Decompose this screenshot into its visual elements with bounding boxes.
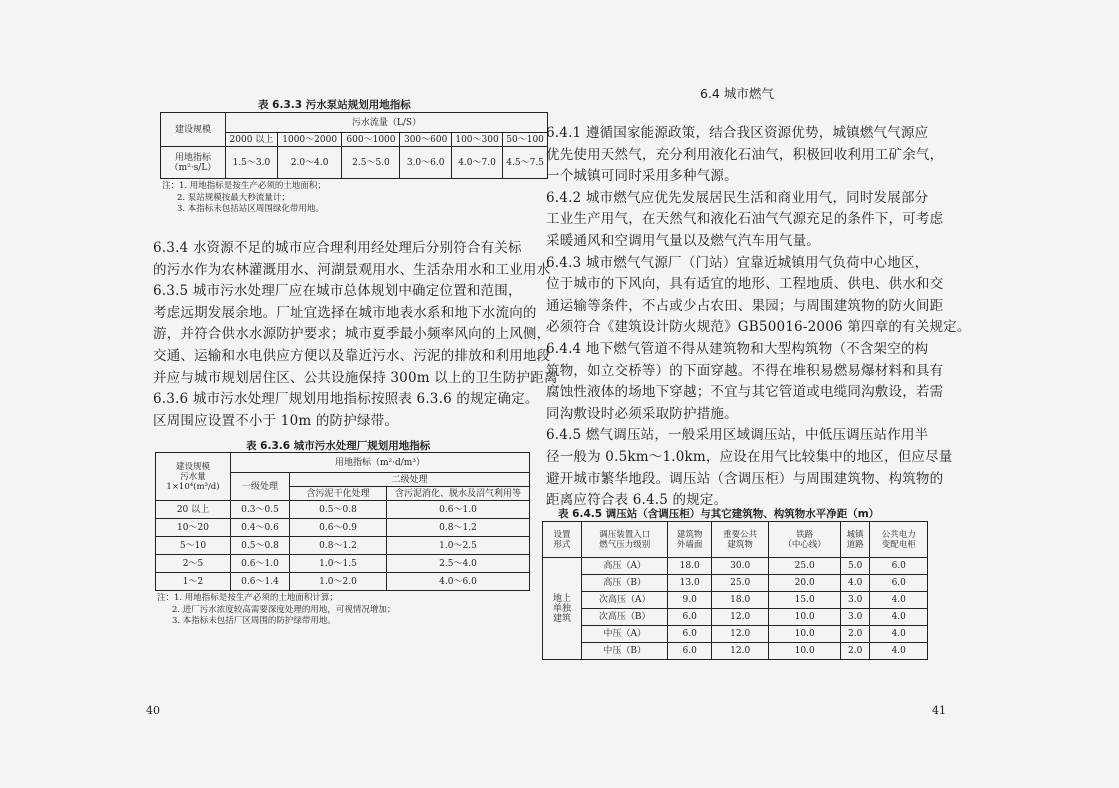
table-cell: 6.0 [870, 558, 928, 575]
page-number-right: 41 [932, 704, 946, 717]
table-cell: 0.6～0.9 [290, 519, 387, 537]
table-header-cell: 公共电力 变配电柜 [870, 522, 928, 558]
table-cell: 0.5～0.8 [290, 501, 387, 519]
table-note: 3. 本指标未包括厂区周围的防护绿带用地。 [172, 616, 336, 626]
table-cell: 4.0～7.0 [451, 147, 502, 179]
table-6-3-6-caption: 表 6.3.6 城市污水处理厂规划用地指标 [246, 440, 431, 452]
table-row [543, 558, 928, 575]
table-header-cell: 设置 形式 [543, 522, 582, 558]
table-cell: 4.0 [840, 575, 870, 592]
text-line: 交通、运输和水电供应方便以及靠近污水、污泥的排放和利用地段 [153, 347, 551, 364]
text-line: 同沟敷设时必须采取防护措施。 [546, 405, 738, 422]
table-6-4-5-caption: 表 6.4.5 调压站（含调压柜）与其它建筑物、构筑物水平净距（m） [558, 508, 880, 520]
table-6-3-3 [160, 112, 548, 179]
table-6-3-3-caption: 表 6.3.3 污水泵站规划用地指标 [258, 99, 411, 111]
text-line: 采暖通风和空调用气量以及燃气汽车用气量。 [546, 232, 820, 249]
table-row [543, 592, 928, 609]
table-cell: 9.0 [668, 592, 712, 609]
text-line: 6.4.5 燃气调压站，一般采用区域调压站，中低压调压站作用半 [546, 427, 929, 444]
text-line: 游，并符合供水水源防护要求；城市夏季最小频率风向的上风侧， [153, 326, 551, 343]
table-cell: 0.6～1.0 [231, 555, 290, 573]
text-line: 6.4.2 城市燃气应优先发展居民生活和商业用气，同时发展部分 [546, 189, 929, 206]
table-cell: 0.4～0.6 [231, 519, 290, 537]
table-cell: 13.0 [668, 575, 712, 592]
table-cell: 20 以上 [156, 501, 231, 519]
table-cell: 中压（B） [582, 643, 668, 660]
table-6-3-6-level1: 一级处理 [231, 473, 290, 501]
table-header-cell: 城镇 道路 [840, 522, 870, 558]
table-note: 注：1. 用地指标是按生产必须的土地面积； [162, 181, 326, 191]
table-6-3-6-scale-label: 建设规模 污水量 1×10⁴(m³/d) [156, 453, 231, 501]
table-note: 注：1. 用地指标是按生产必须的土地面积计算； [157, 593, 338, 603]
text-line: 距离应符合表 6.4.5 的规定。 [546, 492, 728, 509]
table-6-3-3-notes [162, 181, 326, 216]
table-cell: 0.8～1.2 [387, 519, 530, 537]
table-row [543, 643, 928, 660]
table-row [156, 519, 530, 537]
table-cell: 10.0 [769, 626, 840, 643]
table-cell: 4.0 [870, 643, 928, 660]
table-row [156, 537, 530, 555]
table-header-cell: 铁路 （中心线） [769, 522, 840, 558]
table-6-4-5 [542, 521, 928, 660]
table-cell: 5.0 [840, 558, 870, 575]
table-cell: 3.0 [840, 609, 870, 626]
text-line: 6.3.4 水资源不足的城市应合理利用经处理后分别符合有关标 [153, 240, 522, 256]
table-6-3-6 [155, 452, 530, 591]
table-cell: 20.0 [769, 575, 840, 592]
table-cell: 6.0 [870, 575, 928, 592]
text-line: 筑物，如立交桥等）的下面穿越。不得在堆积易燃易爆材料和具有 [546, 362, 944, 379]
table-cell: 4.0 [870, 592, 928, 609]
text-line: 考虑远期发展余地。厂址宜选择在城市地表水系和地下水流向的 [153, 304, 537, 321]
table-cell: 15.0 [769, 592, 840, 609]
text-line: 工业生产用气，在天然气和液化石油气气源充足的条件下，可考虑 [546, 211, 944, 228]
table-cell: 10～20 [156, 519, 231, 537]
table-header-cell: 调压装置入口 燃气压力级别 [582, 522, 668, 558]
text-line: 位于城市的下风向，具有适宜的地形、工程地质、供电、供水和交 [546, 276, 944, 293]
table-cell: 1.0～2.5 [387, 537, 530, 555]
table-row [543, 626, 928, 643]
table-note: 2. 泵站规模按最大秒流量计； [177, 192, 290, 203]
table-cell: 12.0 [711, 609, 768, 626]
left-body-text [153, 238, 558, 432]
table-cell: 2.5～5.0 [342, 147, 400, 179]
text-line: 的污水作为农林灌溉用水、河湖景观用水、生活杂用水和工业用水 [153, 261, 551, 278]
table-setting-form-cell: 地上 单独 建筑 [543, 558, 582, 660]
text-line: 优先使用天然气，充分利用液化石油气，积极回收利用工矿余气， [546, 146, 944, 163]
text-line: 6.4.3 城市燃气气源厂（门站）宜靠近城镇用气负荷中心地区， [546, 254, 929, 271]
table-cell: 高压（A） [582, 558, 668, 575]
text-line: 避开城市繁华地段。调压站（含调压柜）与周围建筑物、构筑物的 [546, 470, 944, 487]
table-cell: 30.0 [711, 558, 768, 575]
table-6-3-6-level2: 二级处理 [290, 473, 530, 487]
table-6-3-3-index-label: 用地指标 （m²·s/L） [161, 147, 226, 179]
table-cell: 6.0 [668, 626, 712, 643]
table-header-cell: 600～1000 [342, 133, 400, 147]
table-header-cell: 50～100 [503, 133, 548, 147]
text-line: 6.4.1 遵循国家能源政策，结合我区资源优势，城镇燃气气源应 [546, 125, 929, 141]
table-cell: 25.0 [711, 575, 768, 592]
section-heading: 6.4 城市燃气 [700, 86, 774, 101]
table-cell: 3.0～6.0 [400, 147, 451, 179]
table-6-3-6-col2a: 含污泥干化处理 [290, 487, 387, 501]
table-cell: 4.0 [870, 609, 928, 626]
table-cell: 0.6～1.4 [231, 573, 290, 591]
table-header-cell: 2000 以上 [226, 133, 278, 147]
text-line: 并应与城市规划居住区、公共设施保持 300m 以上的卫生防护距离 [153, 369, 558, 386]
table-6-3-6-col2b: 含污泥消化、脱水及沼气利用等 [387, 487, 530, 501]
table-cell: 12.0 [711, 643, 768, 660]
table-cell: 0.6～1.0 [387, 501, 530, 519]
text-line: 必须符合《建筑设计防火规范》GB50016-2006 第四章的有关规定。 [546, 319, 971, 336]
table-cell: 0.3～0.5 [231, 501, 290, 519]
table-note: 3. 本指标未包括站区周围绿化带用地。 [177, 204, 324, 214]
table-6-3-3-scale-label: 建设规模 [161, 113, 226, 147]
page-number-left: 40 [146, 704, 160, 717]
text-line: 通运输等条件，不占或少占农田、果园；与周围建筑物的防火间距 [546, 297, 944, 314]
text-line: 一个城镇可同时采用多种气源。 [546, 168, 738, 185]
table-header-cell: 1000～2000 [277, 133, 342, 147]
table-cell: 0.5～0.8 [231, 537, 290, 555]
table-cell: 中压（A） [582, 626, 668, 643]
table-cell: 5～10 [156, 537, 231, 555]
table-row [156, 555, 530, 573]
table-cell: 2.0～4.0 [277, 147, 342, 179]
text-line: 腐蚀性液体的场地下穿越；不宜与其它管道或电缆同沟敷设，若需 [546, 384, 944, 401]
table-cell: 2.5～4.0 [387, 555, 530, 573]
table-cell: 18.0 [668, 558, 712, 575]
table-header-cell: 100～300 [451, 133, 502, 147]
table-cell: 4.5～7.5 [503, 147, 548, 179]
table-cell: 2.0 [840, 643, 870, 660]
table-row [156, 573, 530, 591]
text-line: 径一般为 0.5km～1.0km，应设在用气比较集中的地区，但应尽量 [546, 448, 953, 465]
right-body-text [546, 123, 971, 512]
table-cell: 18.0 [711, 592, 768, 609]
table-cell: 1.0～1.5 [290, 555, 387, 573]
table-cell: 4.0～6.0 [387, 573, 530, 591]
table-cell: 25.0 [769, 558, 840, 575]
table-6-3-6-notes [157, 593, 395, 628]
table-cell: 2～5 [156, 555, 231, 573]
table-row [543, 609, 928, 626]
table-cell: 高压（B） [582, 575, 668, 592]
table-header-cell: 建筑物 外墙面 [668, 522, 712, 558]
table-cell: 次高压（B） [582, 609, 668, 626]
table-cell: 6.0 [668, 643, 712, 660]
table-row [156, 501, 530, 519]
table-cell: 12.0 [711, 626, 768, 643]
table-cell: 6.0 [668, 609, 712, 626]
table-6-3-6-index-header: 用地指标（m²·d/m³） [231, 453, 530, 473]
table-cell: 2.0 [840, 626, 870, 643]
table-cell: 10.0 [769, 643, 840, 660]
text-line: 6.3.5 城市污水处理厂应在城市总体规划中确定位置和范围， [153, 283, 522, 300]
table-6-3-3-flow-header: 污水流量（L/S） [226, 113, 548, 133]
table-cell: 次高压（A） [582, 592, 668, 609]
table-cell: 1～2 [156, 573, 231, 591]
table-header-cell: 重要公共 建筑物 [711, 522, 768, 558]
table-cell: 3.0 [840, 592, 870, 609]
text-line: 6.4.4 地下燃气管道不得从建筑物和大型构筑物（不含架空的构 [546, 340, 929, 357]
table-note: 2. 进厂污水浓度较高需要深度处理的用地，可视情况增加； [172, 604, 396, 615]
text-line: 区周围应设置不小于 10m 的防护绿带。 [153, 412, 399, 429]
table-header-cell: 300～600 [400, 133, 451, 147]
table-cell: 1.0～2.0 [290, 573, 387, 591]
table-cell: 10.0 [769, 609, 840, 626]
table-cell: 1.5～3.0 [226, 147, 278, 179]
table-row [543, 575, 928, 592]
table-cell: 0.8～1.2 [290, 537, 387, 555]
text-line: 6.3.6 城市污水处理厂规划用地指标按照表 6.3.6 的规定确定。 [153, 391, 539, 408]
table-cell: 4.0 [870, 626, 928, 643]
